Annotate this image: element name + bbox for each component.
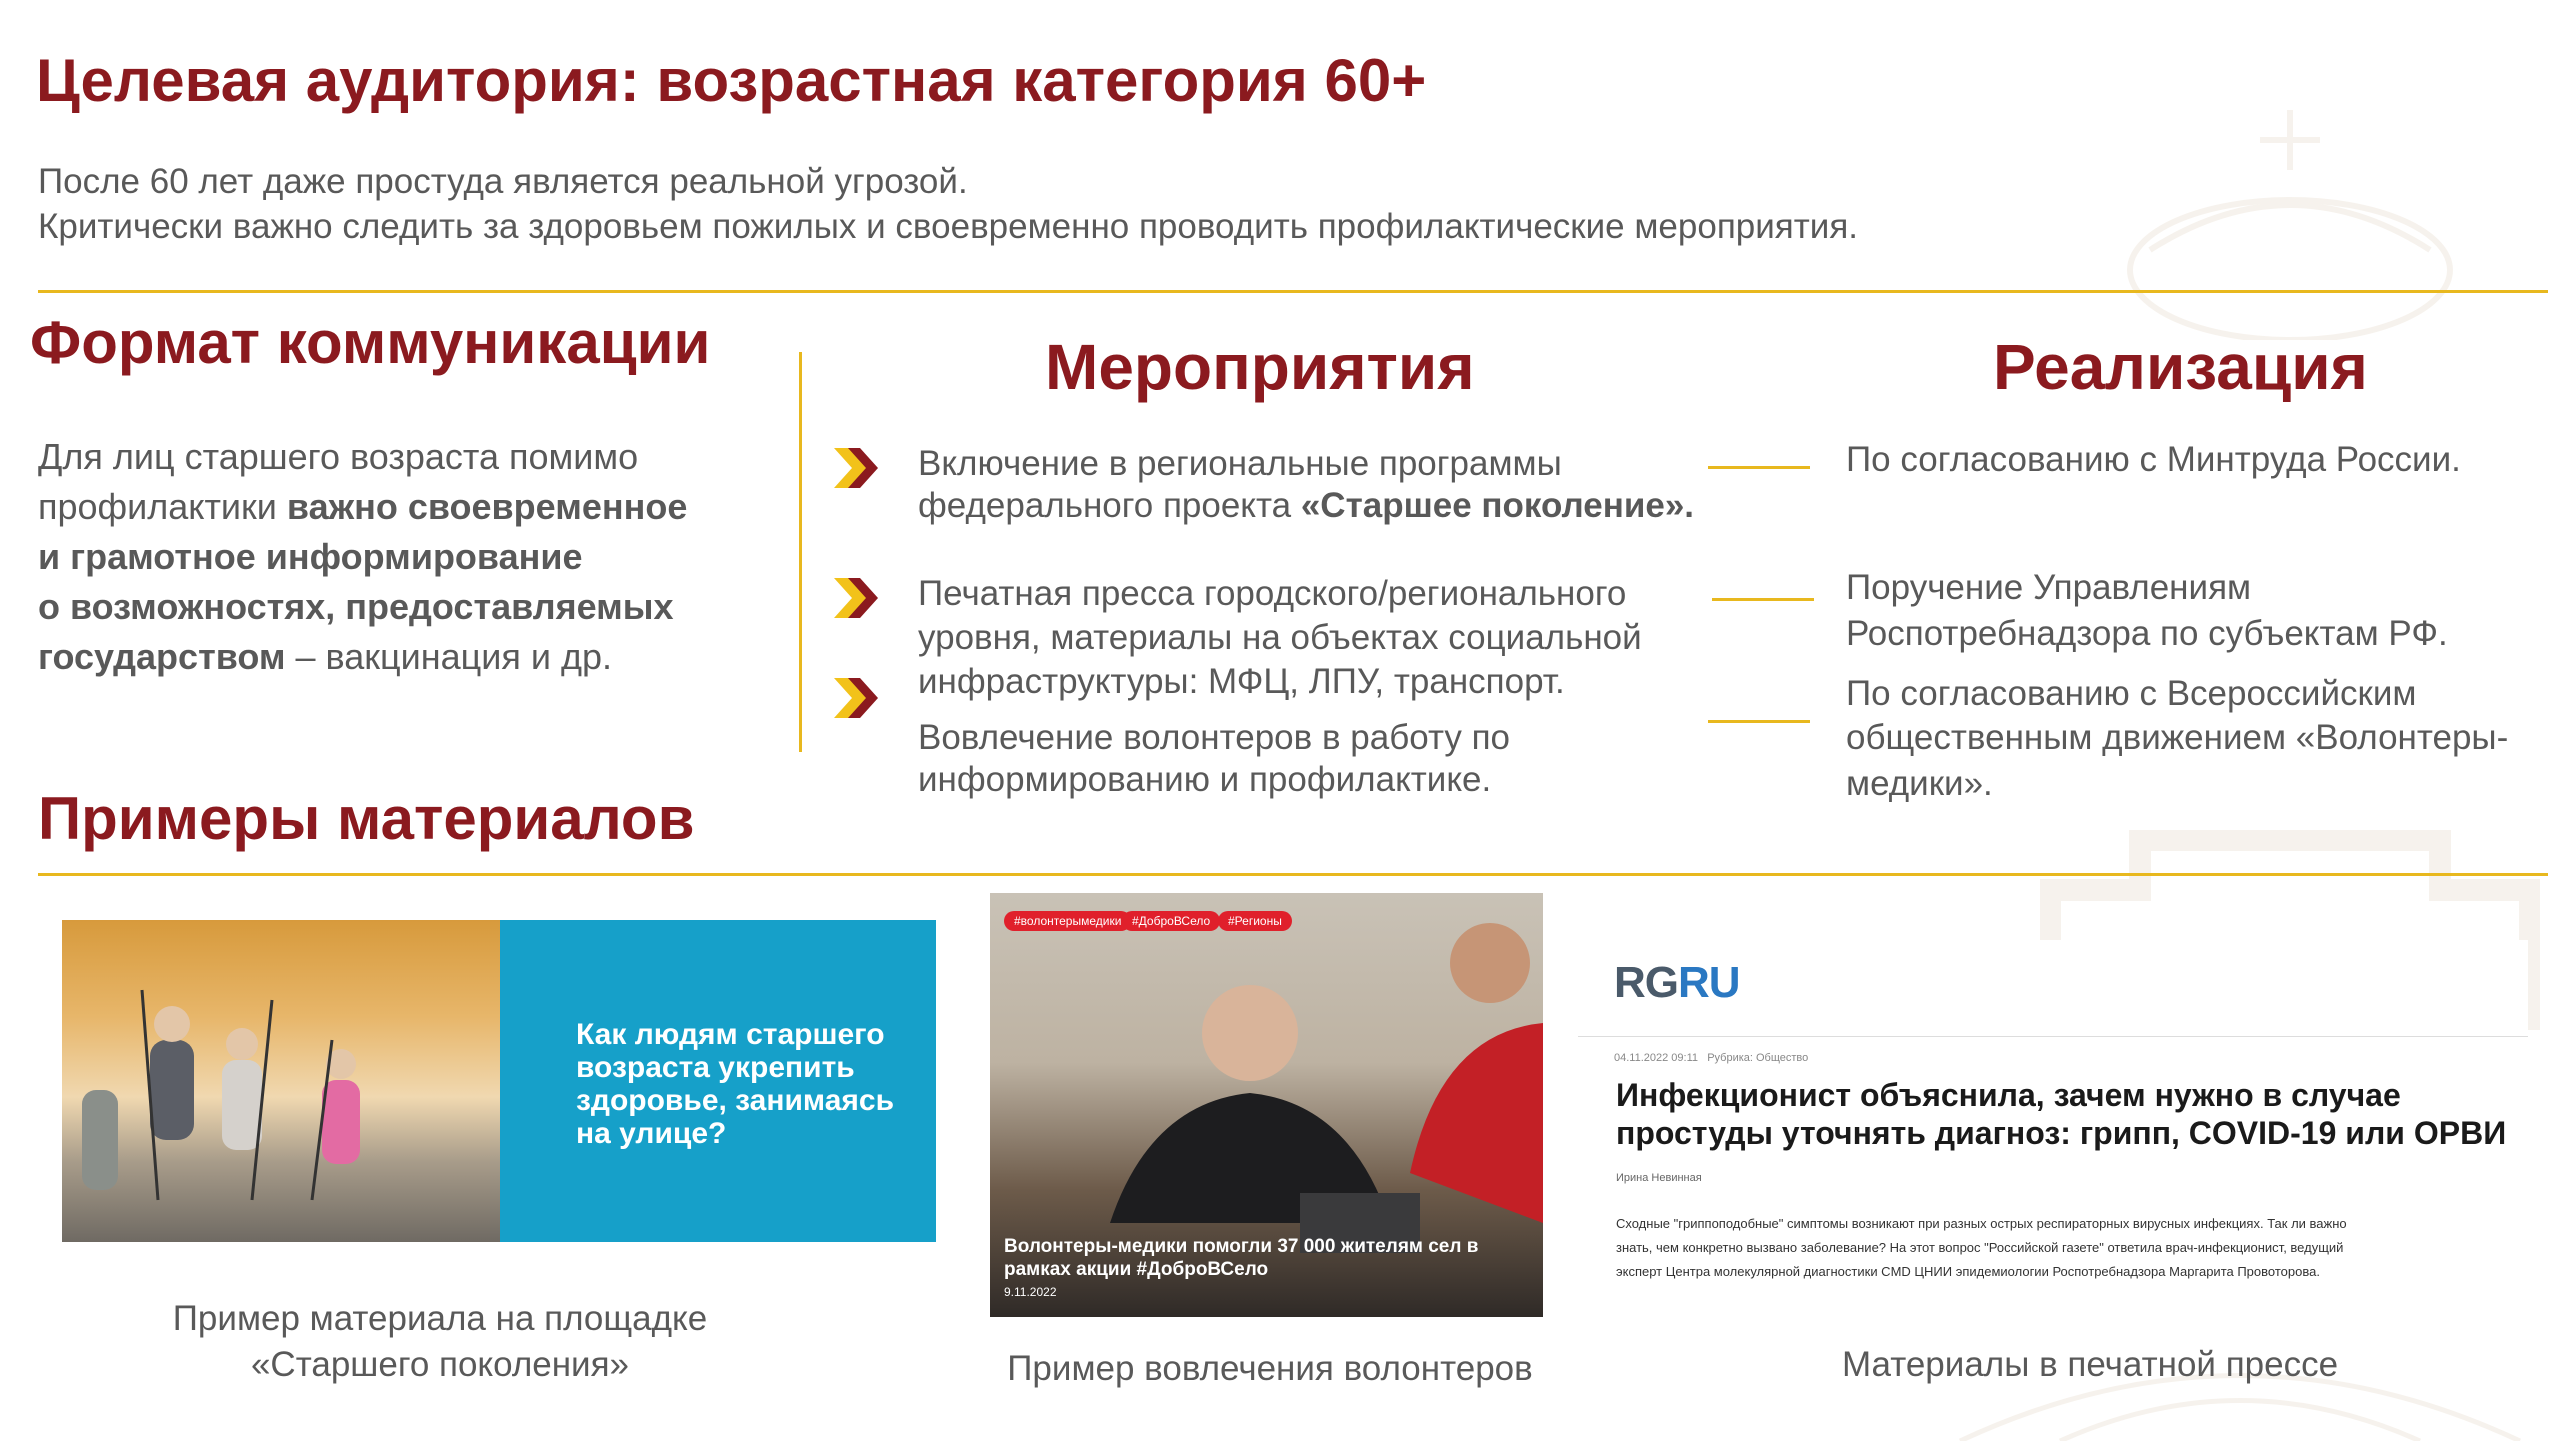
- emblem-watermark-icon: [2040, 100, 2540, 340]
- divider-top: [38, 290, 2548, 293]
- examples-title: Примеры материалов: [38, 785, 695, 852]
- format-line-3-bold: и грамотное информирование: [38, 536, 583, 577]
- impl-item-3-line-1: По согласованию с Всероссийским: [1846, 674, 2417, 713]
- article-meta: [1614, 1052, 1808, 1064]
- vertical-divider: [799, 352, 802, 752]
- page-title: Целевая аудитория: возрастная категория 60+: [36, 47, 1427, 114]
- article-body-line-3: эксперт Центра молекулярной диагностики CMD ЦНИИ эпидемиологии Роспотребнадзора Маргарита Провоторова.: [1616, 1264, 2320, 1279]
- divider-bottom: [38, 873, 2548, 876]
- material-3-caption: Материалы в печатной прессе: [1841, 1345, 2339, 1384]
- material-1-caption-line-1: Пример материала на площадке: [172, 1299, 708, 1338]
- impl-item-3-line-3: медики».: [1846, 764, 1993, 803]
- event-item-3-line-2: информированию и профилактике.: [918, 760, 1492, 799]
- impl-item-3-line-2: общественным движением «Волонтеры-: [1846, 718, 2509, 757]
- event-item-3-line-1: Вовлечение волонтеров в работу по: [918, 718, 1511, 757]
- format-line-4-bold: о возможностях, предоставляемых: [38, 586, 674, 627]
- article-divider: [1578, 1036, 2528, 1037]
- article-body-line-1: Сходные "гриппоподобные" симптомы возникают при разных острых респираторных вирусных инфекциях. Так ли важно: [1616, 1216, 2347, 1231]
- impl-item-2-line-1: Поручение Управлениям: [1846, 568, 2252, 607]
- impl-item-1: По согласованию с Минтруда России.: [1846, 440, 2461, 479]
- format-line-4: [38, 582, 778, 632]
- connector-line-3: [1708, 720, 1810, 723]
- format-line-5: [38, 632, 778, 682]
- material-1-banner-text: Как людям старшего возраста укрепить здоровье, занимаясь на улице?: [576, 1018, 895, 1150]
- lead-line-2: Критически важно следить за здоровьем пожилых и своевременно проводить профилактические мероприятия.: [38, 207, 1858, 246]
- lead-line-1: После 60 лет даже простуда является реальной угрозой.: [38, 162, 968, 201]
- tag-volunteers: #волонтерымедики: [1004, 911, 1131, 931]
- format-paragraph: [38, 432, 778, 682]
- arrow-bullet-icon: [834, 576, 882, 620]
- event-item-1-bold: «Старшее поколение».: [1300, 486, 1695, 525]
- article-author: Ирина Невинная: [1616, 1172, 1702, 1184]
- connector-line-1: [1708, 466, 1810, 469]
- material-2-volunteer-image: [990, 893, 1543, 1317]
- rg-logo-part-rg: RG: [1614, 958, 1678, 1007]
- event-item-1-line-1: Включение в региональные программы: [918, 444, 1562, 483]
- format-line-1: Для лиц старшего возраста помимо: [38, 436, 639, 477]
- article-headline-line-2: простуды уточнять диагноз: грипп, COVID-19 или ОРВИ: [1616, 1115, 2507, 1151]
- rg-logo: [1614, 958, 1740, 1008]
- event-item-2-line-2: уровня, материалы на объектах социальной: [918, 618, 1642, 657]
- tag-dobrovselo: #ДоброВСело: [1122, 911, 1220, 931]
- material-2-date: 9.11.2022: [1004, 1285, 1057, 1299]
- format-line-5-bold: государством: [38, 636, 286, 677]
- rg-logo-part-ru: RU: [1678, 958, 1740, 1007]
- arrow-bullet-icon: [834, 446, 882, 490]
- arrow-bullet-icon: [834, 676, 882, 720]
- article-headline-line-1: Инфекционист объяснила, зачем нужно в случае: [1616, 1077, 2401, 1113]
- material-1-caption-line-2: «Старшего поколения»: [250, 1345, 630, 1384]
- implementation-title: Реализация: [1993, 331, 2368, 403]
- events-title: Мероприятия: [1045, 331, 1475, 403]
- tag-regions: #Регионы: [1218, 911, 1292, 931]
- connector-line-2: [1712, 598, 1814, 601]
- material-2-caption: Пример вовлечения волонтеров: [1007, 1349, 1533, 1388]
- people-silhouette-icon: [62, 920, 500, 1242]
- format-line-2: [38, 482, 778, 532]
- format-line-3: [38, 532, 778, 582]
- elderly-exercise-photo: [62, 920, 500, 1242]
- event-item-1-plain: федерального проекта: [918, 486, 1301, 525]
- event-item-2-line-1: Печатная пресса городского/регионального: [918, 574, 1627, 613]
- format-line-2-plain: профилактики: [38, 486, 287, 527]
- format-title: Формат коммуникации: [30, 309, 711, 376]
- event-item-1-line-2: [918, 484, 1694, 528]
- material-2-headline: Волонтеры-медики помогли 37 000 жителям сел в рамках акции #ДоброВСело: [1004, 1236, 1479, 1280]
- material-3-press-article: [1578, 940, 2528, 1300]
- impl-item-2-line-2: Роспотребнадзора по субъектам РФ.: [1846, 614, 2448, 653]
- format-line-5-plain: – вакцинация и др.: [285, 636, 613, 677]
- format-line-2-bold: важно своевременное: [286, 486, 688, 527]
- article-date: 04.11.2022 09:11: [1614, 1052, 1699, 1064]
- article-body-line-2: знать, чем конкретно вызвано заболевание? На этот вопрос "Российской газете" ответила врач-инфекционист, ведущий: [1616, 1240, 2344, 1255]
- event-item-2-line-3: инфраструктуры: МФЦ, ЛПУ, транспорт.: [918, 662, 1565, 701]
- article-rubric: Рубрика: Общество: [1707, 1052, 1809, 1064]
